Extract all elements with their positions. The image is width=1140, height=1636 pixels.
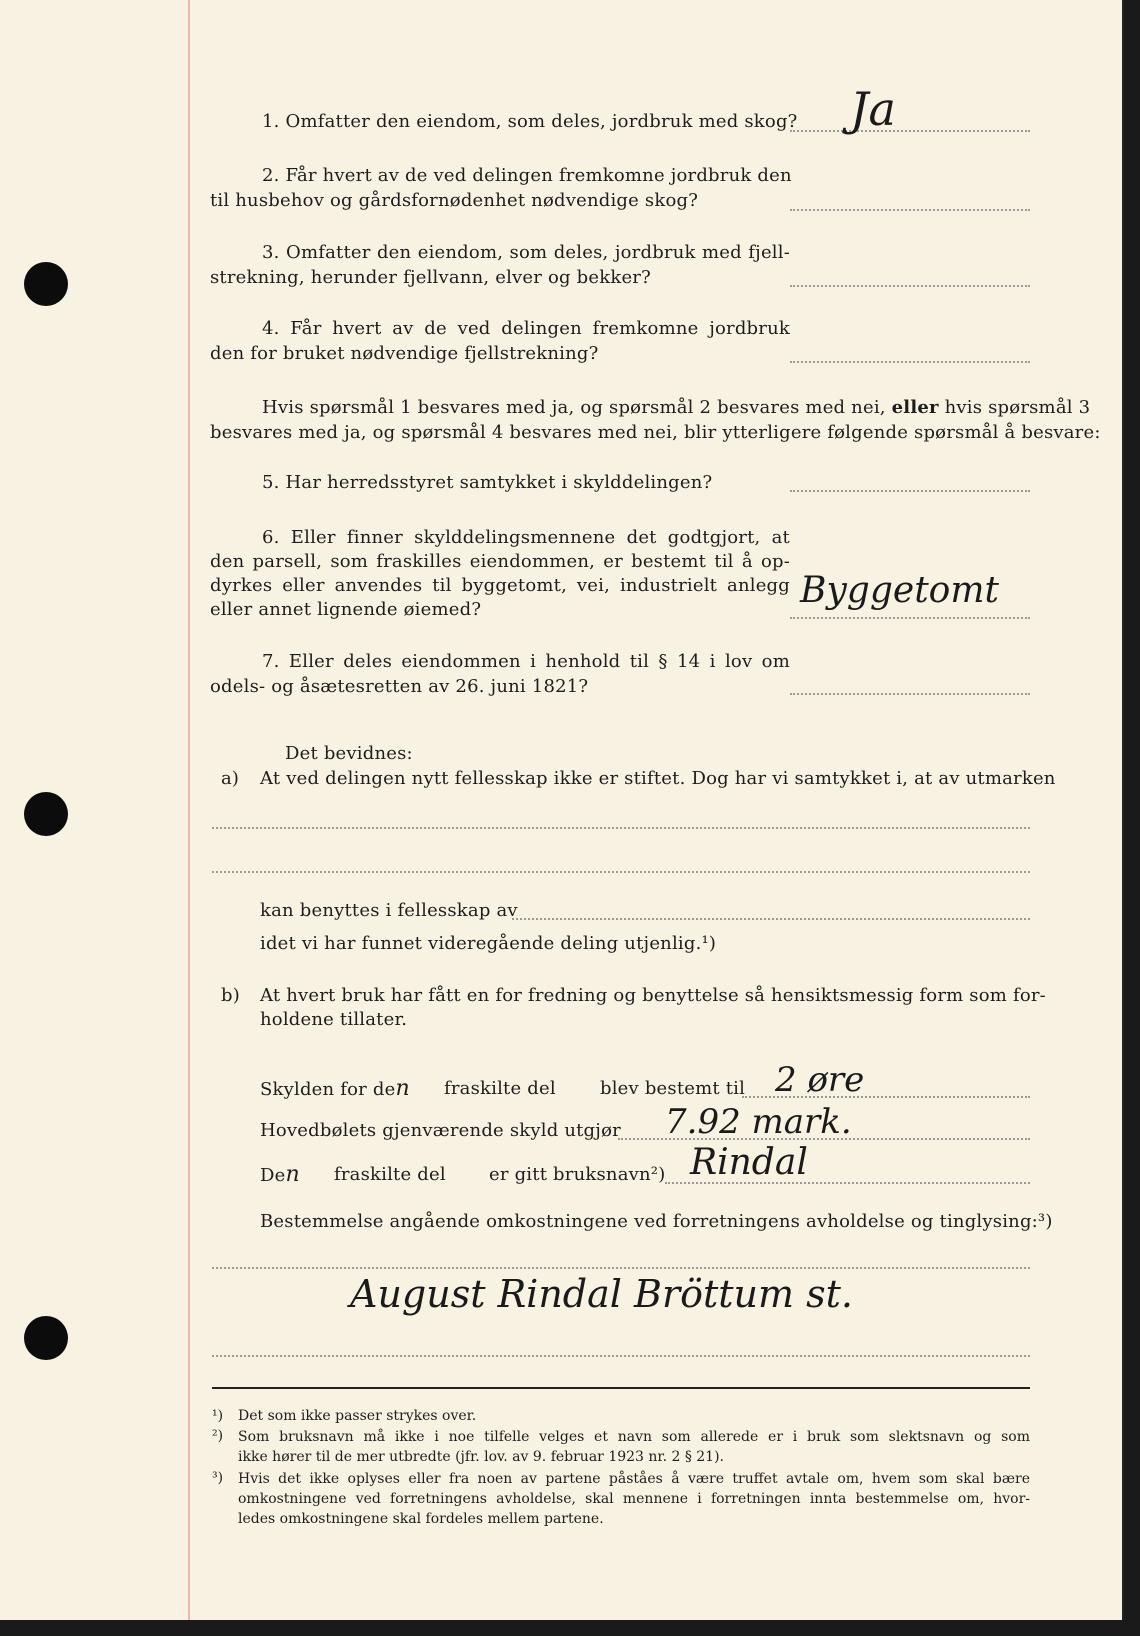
answer-line-4[interactable] (790, 361, 1030, 363)
footnote-1-mark: ¹) (212, 1408, 224, 1424)
attest-b-line-2: holdene tillater. (260, 1009, 408, 1030)
condition-line-2: besvares med ja, og spørsmål 4 besvares med nei, blir ytterligere følgende spørsmål å besvare: (210, 422, 1101, 443)
footnote-3-line-3: ledes omkostningene skal fordeles mellem partene. (238, 1511, 604, 1527)
punch-hole (24, 1316, 68, 1360)
question-6-line-4: eller annet lignende øiemed? (210, 599, 482, 620)
answer-line-2[interactable] (790, 209, 1030, 211)
question-6-line-3: dyrkes eller anvendes til byggetomt, vei, industrielt anlegg (210, 575, 790, 596)
question-2-line-2: til husbehov og gårdsfornødenhet nødvendige skog? (210, 190, 699, 211)
navn-label-b: fraskilte del (334, 1164, 446, 1185)
navn-label-c: er gitt bruksnavn²) (489, 1164, 666, 1185)
attest-b-line-1: At hvert bruk har fått en for fredning og benyttelse så hensiktsmessig form som for- (260, 985, 1046, 1006)
hoved-label: Hovedbølets gjenværende skyld utgjør (260, 1120, 621, 1141)
attest-a-text: At ved delingen nytt fellesskap ikke er stiftet. Dog har vi samtykket i, at av utmarken (260, 768, 1056, 789)
punch-hole (24, 792, 68, 836)
navn-value-handwritten: Rindal (690, 1142, 808, 1183)
footnote-2-line-2: ikke hører til de mer utbredte (jfr. lov. av 9. februar 1923 nr. 2 § 21). (238, 1449, 725, 1465)
attest-a-line-3: kan benyttes i fellesskap av (260, 900, 518, 921)
answer-6-handwritten: Byggetomt (800, 570, 999, 611)
question-1: 1. Omfatter den eiendom, som deles, jordbruk med skog? (262, 111, 798, 132)
footnote-rule (212, 1387, 1030, 1389)
margin-line (188, 0, 190, 1620)
question-7-line-1: 7. Eller deles eiendommen i henhold til § 14 i lov om (262, 651, 790, 672)
answer-line-6[interactable] (790, 617, 1030, 619)
skyld-label-c: blev bestemt til (600, 1078, 746, 1099)
footnote-2-mark: ²) (212, 1428, 224, 1444)
skyld-value-handwritten: 2 øre (775, 1060, 865, 1100)
attest-a-marker: a) (221, 768, 240, 789)
question-7-line-2: odels- og åsætesretten av 26. juni 1821? (210, 676, 589, 697)
footnote-3-line-2: omkostningene ved forretningens avholdelse, skal mennene i forretningen innta bestemmelse om, hvor- (238, 1491, 1030, 1507)
footnote-1: Det som ikke passer strykes over. (238, 1408, 477, 1424)
skyld-label-a: Skylden for den (260, 1076, 410, 1101)
punch-hole (24, 262, 68, 306)
fellesskap-field[interactable] (512, 918, 1030, 920)
skyld-label-b: fraskilte del (444, 1078, 556, 1099)
question-4-line-1: 4. Får hvert av de ved delingen fremkomne jordbruk (262, 318, 790, 339)
bestem-line-2[interactable] (212, 1355, 1030, 1357)
bestem-value-handwritten: August Rindal Bröttum st. (350, 1272, 853, 1316)
bestem-label: Bestemmelse angående omkostningene ved forretningens avholdelse og tinglysing:³) (260, 1211, 1053, 1232)
condition-line-1: Hvis spørsmål 1 besvares med ja, og spørsmål 2 besvares med nei, eller hvis spørsmål 3 (262, 397, 1091, 418)
answer-1-handwritten: Ja (850, 82, 896, 136)
question-3-line-1: 3. Omfatter den eiendom, som deles, jordbruk med fjell- (262, 242, 790, 263)
bestem-line-1[interactable] (212, 1267, 1030, 1269)
question-4-line-2: den for bruket nødvendige fjellstrekning? (210, 343, 599, 364)
question-2-line-1: 2. Får hvert av de ved delingen fremkomne jordbruk den (262, 165, 792, 186)
attest-a-line-1[interactable] (212, 827, 1030, 829)
footnote-3-mark: ³) (212, 1470, 224, 1486)
answer-line-1[interactable] (790, 130, 1030, 132)
answer-line-5[interactable] (790, 490, 1030, 492)
question-6-line-1: 6. Eller finner skylddelingsmennene det godtgjort, at (262, 527, 790, 548)
attest-heading: Det bevidnes: (285, 743, 413, 764)
navn-label-a: Den (260, 1162, 300, 1187)
attest-a-line-2[interactable] (212, 871, 1030, 873)
attest-b-marker: b) (221, 985, 240, 1006)
hoved-value-handwritten: 7.92 mark. (665, 1102, 852, 1142)
answer-line-7[interactable] (790, 693, 1030, 695)
attest-a-line-4: idet vi har funnet videregående deling utjenlig.¹) (260, 933, 717, 954)
answer-line-3[interactable] (790, 285, 1030, 287)
question-6-line-2: den parsell, som fraskilles eiendommen, er bestemt til å op- (210, 551, 790, 572)
footnote-3-line-1: Hvis det ikke oplyses eller fra noen av partene påståes å være truffet avtale om, hvem som skal bære (238, 1471, 1030, 1487)
footnote-2-line-1: Som bruksnavn må ikke i noe tilfelle velges et navn som allerede er i bruk som slektsnavn og som (238, 1429, 1030, 1445)
question-5: 5. Har herredsstyret samtykket i skylddelingen? (262, 472, 713, 493)
question-3-line-2: strekning, herunder fjellvann, elver og bekker? (210, 267, 651, 288)
